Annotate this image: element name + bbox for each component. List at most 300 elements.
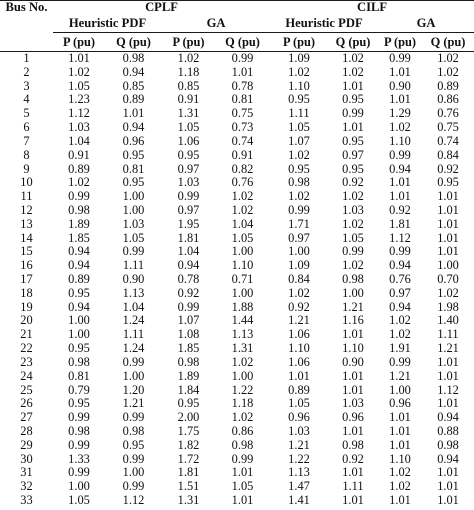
value-cell: 0.94 — [68, 245, 90, 259]
value-cell: 1.16 — [342, 314, 364, 328]
value-cell: 1.04 — [231, 217, 254, 231]
table-row — [0, 149, 474, 163]
value-cell: 0.99 — [389, 355, 411, 369]
value-cell: 1.12 — [437, 383, 459, 397]
value-cell: 1.01 — [342, 328, 364, 342]
value-cell: 1.03 — [342, 397, 364, 411]
value-cell: 0.91 — [231, 148, 254, 162]
value-cell: 1.02 — [437, 51, 459, 65]
value-cell: 1.02 — [231, 203, 254, 217]
value-cell: 0.75 — [231, 107, 254, 121]
value-cell: 1.02 — [389, 480, 411, 494]
value-cell: 0.94 — [122, 121, 145, 135]
value-cell: 1.02 — [288, 65, 310, 79]
bus-number-cell: 13 — [20, 217, 33, 231]
value-cell: 1.03 — [68, 121, 90, 135]
value-cell: 1.44 — [231, 314, 254, 328]
value-cell: 1.01 — [437, 369, 459, 383]
value-cell: 1.81 — [177, 466, 200, 480]
value-cell: 0.97 — [342, 148, 364, 162]
value-cell: 1.75 — [177, 424, 200, 438]
bus-number-cell: 6 — [23, 121, 30, 135]
value-cell: 1.01 — [342, 494, 364, 507]
table-row — [0, 356, 474, 370]
value-cell: 1.04 — [122, 300, 145, 314]
value-cell: 1.01 — [389, 494, 411, 507]
table-row — [0, 259, 474, 273]
value-cell: 1.85 — [177, 342, 200, 356]
value-cell: 1.00 — [122, 466, 145, 480]
value-cell: 1.20 — [122, 383, 145, 397]
value-cell: 1.02 — [437, 65, 459, 79]
value-cell: 1.89 — [177, 369, 200, 383]
value-cell: 0.99 — [122, 480, 145, 494]
value-cell: 1.01 — [437, 355, 459, 369]
value-cell: 0.95 — [342, 134, 364, 148]
value-cell: 0.89 — [122, 93, 145, 107]
table-row — [0, 93, 474, 107]
bus-number-cell: 4 — [23, 93, 30, 107]
table-row — [0, 397, 474, 411]
table-row — [0, 287, 474, 301]
table-row — [0, 273, 474, 287]
value-cell: 0.81 — [231, 93, 254, 107]
bus-number-cell: 1 — [23, 51, 30, 65]
value-cell: 1.91 — [389, 342, 411, 356]
value-cell: 0.99 — [342, 107, 364, 121]
value-cell: 0.97 — [177, 162, 200, 176]
value-cell: 1.31 — [231, 342, 254, 356]
value-cell: 1.22 — [288, 452, 310, 466]
value-cell: 1.02 — [231, 190, 254, 204]
value-cell: 1.21 — [389, 369, 411, 383]
table-row — [0, 218, 474, 232]
bus-number-cell: 15 — [20, 245, 33, 259]
value-cell: 1.01 — [122, 107, 145, 121]
table-row — [0, 494, 474, 508]
table-row — [0, 301, 474, 315]
value-cell: 0.95 — [68, 397, 90, 411]
value-cell: 0.99 — [68, 411, 90, 425]
bus-number-cell: 19 — [20, 300, 33, 314]
bus-number-cell: 27 — [20, 411, 33, 425]
value-cell: 1.01 — [389, 438, 411, 452]
value-cell: 1.31 — [177, 107, 200, 121]
value-cell: 2.00 — [177, 411, 200, 425]
value-cell: 1.05 — [231, 231, 254, 245]
value-cell: 1.06 — [288, 355, 310, 369]
bus-number-cell: 14 — [20, 231, 33, 245]
q-pu-header: Q (pu) — [422, 33, 474, 52]
value-cell: 1.05 — [288, 397, 310, 411]
table-row — [0, 480, 474, 494]
value-cell: 1.01 — [437, 190, 459, 204]
value-cell: 1.01 — [437, 480, 459, 494]
value-cell: 1.18 — [231, 397, 254, 411]
value-cell: 0.84 — [437, 148, 459, 162]
value-cell: 1.21 — [342, 300, 364, 314]
value-cell: 1.02 — [342, 65, 364, 79]
value-cell: 0.89 — [288, 383, 310, 397]
value-cell: 0.76 — [389, 273, 411, 286]
value-cell: 1.02 — [231, 411, 254, 425]
value-cell: 0.74 — [231, 134, 254, 148]
table-row — [0, 80, 474, 94]
bus-number-cell: 24 — [20, 369, 33, 383]
value-cell: 1.95 — [177, 217, 200, 231]
bus-number-cell: 8 — [23, 148, 30, 162]
value-cell: 0.94 — [177, 259, 200, 273]
value-cell: 0.89 — [68, 162, 90, 176]
value-cell: 1.03 — [288, 424, 310, 438]
value-cell: 1.33 — [68, 452, 90, 466]
value-cell: 0.99 — [122, 245, 145, 259]
value-cell: 1.00 — [122, 369, 145, 383]
value-cell: 0.95 — [122, 438, 145, 452]
value-cell: 0.92 — [342, 176, 364, 190]
pq-header-row — [0, 33, 474, 52]
value-cell: 0.76 — [231, 176, 254, 190]
value-cell: 1.02 — [389, 121, 411, 135]
value-cell: 0.82 — [231, 162, 254, 176]
bus-number-cell: 10 — [20, 176, 33, 190]
value-cell: 1.24 — [122, 314, 145, 328]
value-cell: 0.94 — [437, 411, 459, 425]
bus-number-cell: 16 — [20, 259, 33, 273]
value-cell: 0.98 — [231, 438, 254, 452]
value-cell: 1.01 — [342, 79, 364, 93]
bus-number-cell: 12 — [20, 203, 33, 217]
value-cell: 1.03 — [177, 176, 200, 190]
value-cell: 0.73 — [231, 121, 254, 135]
value-cell: 1.23 — [68, 93, 90, 107]
value-cell: 0.95 — [342, 162, 364, 176]
value-cell: 1.10 — [231, 259, 254, 273]
bus-number-cell: 28 — [20, 424, 33, 438]
value-cell: 0.85 — [122, 79, 145, 93]
value-cell: 1.01 — [389, 424, 411, 438]
value-cell: 1.01 — [231, 65, 254, 79]
value-cell: 0.94 — [437, 452, 459, 466]
value-cell: 1.00 — [231, 245, 254, 259]
group-header-cplf: CPLF — [53, 1, 270, 16]
value-cell: 1.81 — [389, 217, 411, 231]
bus-number-cell: 22 — [20, 342, 33, 356]
value-cell: 1.18 — [177, 65, 200, 79]
table-row — [0, 411, 474, 425]
table-row — [0, 384, 474, 398]
bus-number-cell: 32 — [20, 480, 33, 494]
value-cell: 1.00 — [122, 203, 145, 217]
table-row — [0, 176, 474, 190]
value-cell: 0.98 — [177, 355, 200, 369]
value-cell: 1.00 — [122, 190, 145, 204]
value-cell: 0.79 — [68, 383, 90, 397]
value-cell: 0.95 — [177, 397, 200, 411]
value-cell: 0.95 — [122, 176, 145, 190]
bus-number-cell: 21 — [20, 328, 33, 342]
value-cell: 0.99 — [288, 203, 310, 217]
p-pu-header: P (pu) — [53, 33, 105, 52]
value-cell: 1.21 — [288, 438, 310, 452]
p-pu-header: P (pu) — [378, 33, 422, 52]
value-cell: 0.99 — [389, 51, 411, 65]
value-cell: 1.00 — [437, 259, 459, 273]
value-cell: 1.10 — [389, 134, 411, 148]
method-header-cilf-heuristic: Heuristic PDF — [270, 15, 378, 33]
value-cell: 0.98 — [68, 424, 90, 438]
value-cell: 0.97 — [288, 231, 310, 245]
q-pu-header: Q (pu) — [328, 33, 378, 52]
value-cell: 1.01 — [342, 466, 364, 480]
value-cell: 1.10 — [342, 342, 364, 356]
value-cell: 1.11 — [122, 328, 145, 342]
value-cell: 0.94 — [389, 300, 411, 314]
value-cell: 1.11 — [342, 480, 364, 494]
value-cell: 0.99 — [342, 245, 364, 259]
value-cell: 1.01 — [342, 121, 364, 135]
value-cell: 0.81 — [122, 162, 145, 176]
value-cell: 1.10 — [288, 342, 310, 356]
value-cell: 0.94 — [389, 162, 411, 176]
value-cell: 0.90 — [122, 273, 145, 286]
value-cell: 0.98 — [68, 355, 90, 369]
value-cell: 0.95 — [437, 176, 459, 190]
value-cell: 1.01 — [437, 231, 459, 245]
value-cell: 1.47 — [288, 480, 310, 494]
value-cell: 1.03 — [342, 203, 364, 217]
value-cell: 1.00 — [231, 286, 254, 300]
value-cell: 0.90 — [342, 355, 364, 369]
value-cell: 1.13 — [288, 466, 310, 480]
value-cell: 1.00 — [342, 286, 364, 300]
value-cell: 0.98 — [122, 51, 145, 65]
value-cell: 0.99 — [122, 411, 145, 425]
value-cell: 1.01 — [342, 424, 364, 438]
value-cell: 0.76 — [437, 107, 459, 121]
value-cell: 0.94 — [68, 259, 90, 273]
value-cell: 1.24 — [122, 342, 145, 356]
value-cell: 0.86 — [437, 93, 459, 107]
table-row — [0, 314, 474, 328]
value-cell: 0.95 — [288, 93, 310, 107]
value-cell: 1.00 — [68, 328, 90, 342]
value-cell: 0.75 — [437, 121, 459, 135]
value-cell: 1.85 — [68, 231, 90, 245]
value-cell: 1.01 — [288, 369, 310, 383]
value-cell: 0.74 — [437, 134, 459, 148]
value-cell: 0.91 — [177, 93, 200, 107]
value-cell: 1.01 — [437, 494, 459, 507]
value-cell: 0.78 — [231, 79, 254, 93]
table-row — [0, 121, 474, 135]
value-cell: 1.12 — [122, 494, 145, 507]
bus-number-cell: 26 — [20, 397, 33, 411]
value-cell: 1.09 — [288, 259, 310, 273]
value-cell: 0.92 — [342, 452, 364, 466]
value-cell: 0.96 — [389, 397, 411, 411]
p-pu-header: P (pu) — [270, 33, 328, 52]
value-cell: 1.13 — [231, 328, 254, 342]
value-cell: 1.01 — [437, 203, 459, 217]
value-cell: 0.90 — [389, 79, 411, 93]
value-cell: 0.96 — [288, 411, 310, 425]
value-cell: 1.02 — [288, 190, 310, 204]
value-cell: 0.92 — [177, 286, 200, 300]
value-cell: 0.95 — [177, 148, 200, 162]
value-cell: 0.95 — [342, 93, 364, 107]
value-cell: 1.02 — [389, 314, 411, 328]
bus-number-cell: 25 — [20, 383, 33, 397]
value-cell: 1.01 — [389, 411, 411, 425]
value-cell: 1.08 — [177, 328, 200, 342]
value-cell: 1.00 — [389, 383, 411, 397]
value-cell: 1.89 — [68, 217, 90, 231]
value-cell: 1.21 — [437, 342, 459, 356]
value-cell: 0.99 — [68, 438, 90, 452]
bus-number-cell: 30 — [20, 452, 33, 466]
value-cell: 0.98 — [122, 424, 145, 438]
q-pu-header: Q (pu) — [105, 33, 162, 52]
bus-number-cell: 3 — [23, 79, 30, 93]
value-cell: 1.51 — [177, 480, 200, 494]
value-cell: 0.91 — [68, 148, 90, 162]
table-row — [0, 453, 474, 467]
table-row — [0, 52, 474, 66]
value-cell: 1.05 — [68, 494, 90, 507]
table-row — [0, 342, 474, 356]
table-row — [0, 370, 474, 384]
bus-number-cell: 5 — [23, 107, 30, 121]
table-row — [0, 328, 474, 342]
value-cell: 0.88 — [437, 424, 459, 438]
value-cell: 1.01 — [437, 466, 459, 480]
value-cell: 1.02 — [288, 148, 310, 162]
value-cell: 0.89 — [437, 79, 459, 93]
value-cell: 0.98 — [68, 203, 90, 217]
bus-number-cell: 29 — [20, 438, 33, 452]
value-cell: 0.96 — [342, 411, 364, 425]
value-cell: 1.71 — [288, 217, 310, 231]
table-row — [0, 232, 474, 246]
method-header-cplf-heuristic: Heuristic PDF — [53, 15, 162, 33]
value-cell: 0.92 — [389, 203, 411, 217]
value-cell: 0.99 — [68, 466, 90, 480]
value-cell: 1.06 — [177, 134, 200, 148]
value-cell: 1.41 — [288, 494, 310, 507]
value-cell: 0.95 — [122, 148, 145, 162]
value-cell: 0.70 — [437, 273, 459, 286]
value-cell: 1.21 — [122, 397, 145, 411]
value-cell: 0.97 — [177, 203, 200, 217]
value-cell: 1.05 — [177, 121, 200, 135]
group-header-cilf: CILF — [270, 1, 474, 16]
value-cell: 0.95 — [288, 162, 310, 176]
value-cell: 1.01 — [389, 65, 411, 79]
table-row — [0, 466, 474, 480]
bus-number-cell: 33 — [20, 494, 33, 507]
value-cell: 1.13 — [122, 286, 145, 300]
value-cell: 1.02 — [437, 286, 459, 300]
value-cell: 1.02 — [342, 217, 364, 231]
bus-number-cell: 17 — [20, 273, 33, 286]
value-cell: 1.01 — [342, 369, 364, 383]
value-cell: 1.81 — [177, 231, 200, 245]
value-cell: 1.04 — [177, 245, 200, 259]
value-cell: 0.95 — [68, 342, 90, 356]
value-cell: 0.85 — [177, 79, 200, 93]
value-cell: 0.86 — [231, 424, 254, 438]
value-cell: 1.05 — [122, 231, 145, 245]
value-cell: 1.88 — [231, 300, 254, 314]
table-row — [0, 190, 474, 204]
method-header-cilf-ga: GA — [378, 15, 474, 33]
value-cell: 0.99 — [177, 300, 200, 314]
value-cell: 1.40 — [437, 314, 459, 328]
value-cell: 1.03 — [122, 217, 145, 231]
value-cell: 0.97 — [389, 286, 411, 300]
value-cell: 1.10 — [389, 452, 411, 466]
value-cell: 1.02 — [177, 51, 200, 65]
bus-number-cell: 7 — [23, 134, 30, 148]
bus-number-cell: 11 — [20, 190, 33, 204]
value-cell: 1.05 — [231, 480, 254, 494]
value-cell: 1.02 — [68, 65, 90, 79]
value-cell: 1.02 — [68, 176, 90, 190]
value-cell: 1.05 — [288, 121, 310, 135]
value-cell: 1.01 — [437, 245, 459, 259]
value-cell: 1.02 — [342, 259, 364, 273]
value-cell: 1.02 — [231, 355, 254, 369]
value-cell: 1.02 — [389, 328, 411, 342]
bus-no-header: Bus No. — [0, 1, 53, 52]
bus-number-cell: 31 — [20, 466, 33, 480]
bus-number-cell: 2 — [23, 65, 30, 79]
value-cell: 1.05 — [342, 231, 364, 245]
q-pu-header: Q (pu) — [215, 33, 270, 52]
value-cell: 1.12 — [68, 107, 90, 121]
bus-number-cell: 23 — [20, 355, 33, 369]
value-cell: 0.98 — [342, 438, 364, 452]
value-cell: 0.98 — [437, 438, 459, 452]
value-cell: 0.84 — [288, 273, 310, 286]
value-cell: 0.99 — [389, 148, 411, 162]
value-cell: 1.04 — [68, 134, 90, 148]
value-cell: 1.02 — [389, 466, 411, 480]
value-cell: 1.01 — [437, 217, 459, 231]
value-cell: 1.01 — [231, 494, 254, 507]
value-cell: 1.11 — [437, 328, 459, 342]
table-row — [0, 245, 474, 259]
value-cell: 0.81 — [68, 369, 90, 383]
value-cell: 1.02 — [342, 51, 364, 65]
value-cell: 1.12 — [389, 231, 411, 245]
value-cell: 1.11 — [122, 259, 145, 273]
value-cell: 1.01 — [389, 93, 411, 107]
value-cell: 0.94 — [68, 300, 90, 314]
value-cell: 1.98 — [437, 300, 459, 314]
value-cell: 0.92 — [437, 162, 459, 176]
value-cell: 0.92 — [288, 300, 310, 314]
value-cell: 1.22 — [231, 383, 254, 397]
table-row — [0, 163, 474, 177]
table-row — [0, 66, 474, 80]
value-cell: 0.99 — [231, 452, 254, 466]
value-cell: 0.96 — [122, 134, 145, 148]
value-cell: 1.10 — [288, 79, 310, 93]
bus-number-cell: 20 — [20, 314, 33, 328]
value-cell: 0.99 — [389, 245, 411, 259]
